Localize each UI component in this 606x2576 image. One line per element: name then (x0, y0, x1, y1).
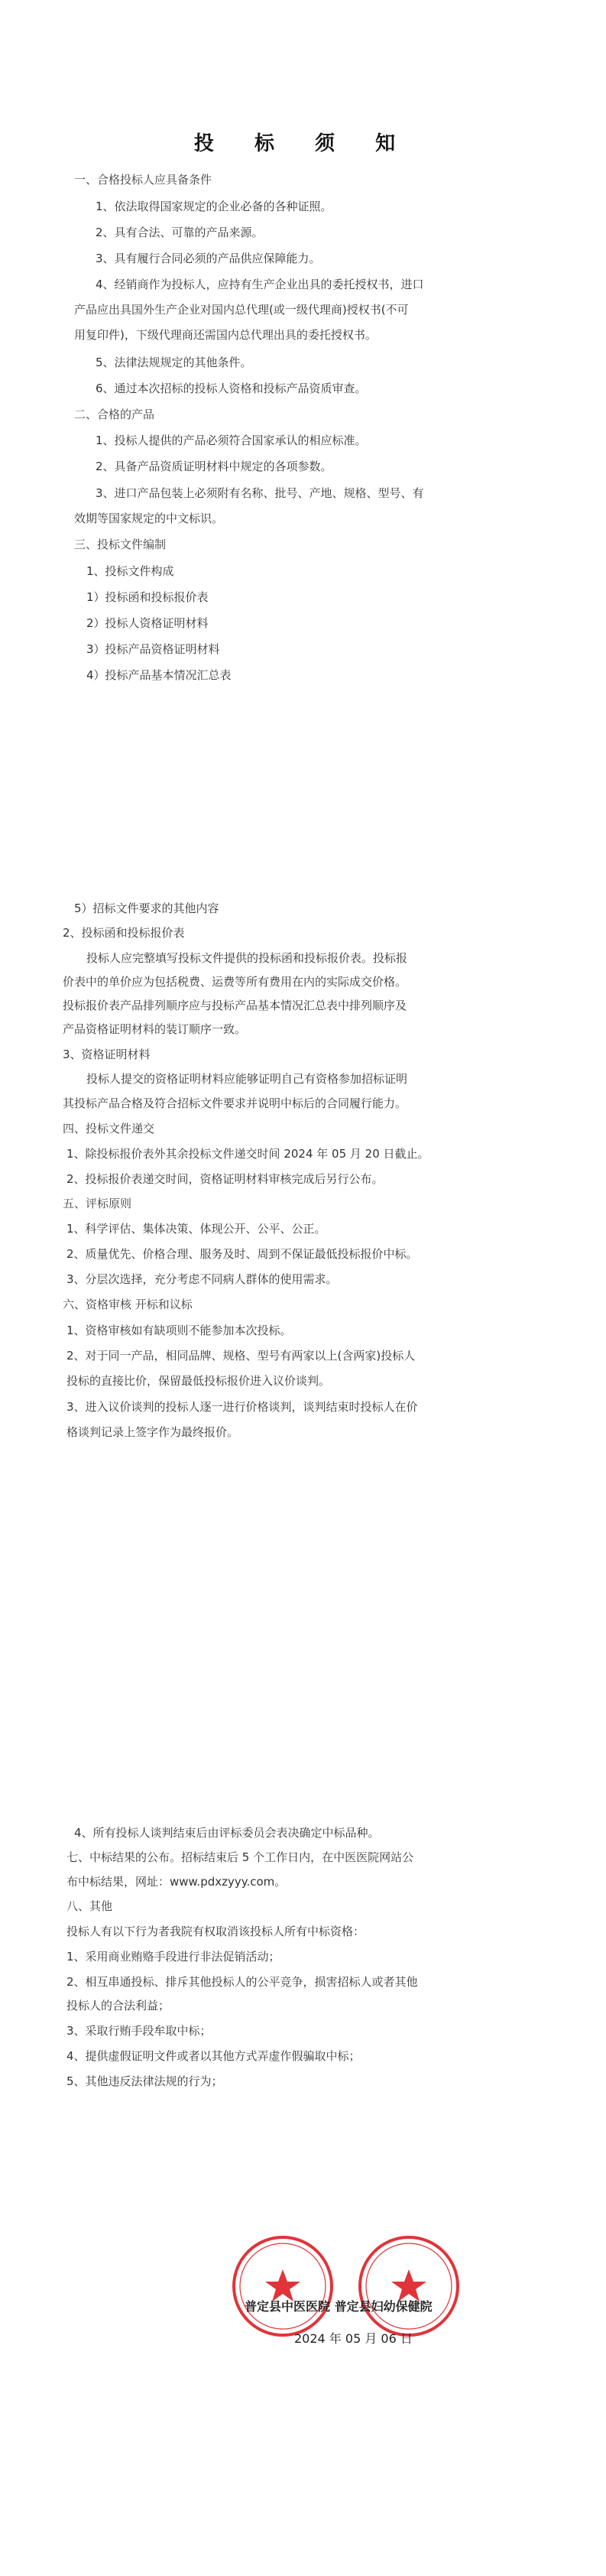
text-line: 3、具有履行合同必须的产品供应保障能力。 (96, 252, 321, 265)
text-line: 格谈判记录上签字作为最终报价。 (66, 1425, 239, 1439)
text-line: 3、进口产品包装上必须附有名称、批号、产地、规格、型号、有 (96, 486, 424, 500)
signature-block (229, 2233, 504, 2386)
section-heading-1: 一、合格投标人应具备条件 (74, 173, 212, 187)
section-heading-8: 八、其他 (66, 1899, 113, 1913)
text-line: 1）投标函和投标报价表 (86, 590, 209, 604)
text-line: 投标人应完整填写投标文件提供的投标函和投标报价表。投标报 (86, 951, 408, 965)
text-line: 投标人提交的资格证明材料应能够证明自己有资格参加招标证明 (86, 1072, 408, 1086)
text-line: 2）投标人资格证明材料 (86, 616, 209, 630)
text-line: 4、所有投标人谈判结束后由评标委员会表决确定中标品种。 (74, 1826, 380, 1840)
text-line: 用复印件)，下级代理商还需国内总代理出具的委托授权书。 (74, 328, 377, 342)
text-line: 产品应出具国外生产企业对国内总代理(或一级代理商)授权书(不可 (74, 303, 409, 317)
text-line: 1、资格审核如有缺项则不能参加本次投标。 (66, 1324, 292, 1337)
text-line: 3）投标产品资格证明材料 (86, 642, 220, 656)
section-heading-6: 六、资格审核 开标和议标 (63, 1298, 193, 1311)
text-line: 3、进入议价谈判的投标人逐一进行价格谈判，谈判结束时投标人在价 (66, 1400, 418, 1414)
text-line: 5、其他违反法律法规的行为； (66, 2074, 223, 2088)
text-line: 6、通过本次招标的投标人资格和投标产品资质审查。 (96, 382, 367, 395)
signatories: 普定县中医医院 普定县妇幼保健院 (245, 2299, 433, 2314)
text-line: 投标人的合法利益； (66, 1999, 170, 2012)
text-line: 4）投标产品基本情况汇总表 (86, 668, 232, 682)
text-line: 布中标结果，网址：www.pdxzyyy.com。 (66, 1875, 287, 1889)
text-line: 1、除投标报价表外其余投标文件递交时间 2024 年 05 月 20 日截止。 (66, 1147, 429, 1161)
text-line: 投标报价表产品排列顺序应与投标产品基本情况汇总表中排列顺序及 (63, 999, 407, 1012)
section-heading-4: 四、投标文件递交 (63, 1122, 155, 1135)
text-line: 2、具备产品资质证明材料中规定的各项参数。 (96, 460, 332, 473)
text-line: 产品资格证明材料的装订顺序一致。 (63, 1022, 247, 1036)
text-line: 2、相互串通投标、排斥其他投标人的公平竞争，损害招标人或者其他 (66, 1975, 418, 1989)
text-line: 5、法律法规规定的其他条件。 (96, 356, 252, 369)
text-line: 3、分层次选择，充分考虑不同病人群体的使用需求。 (66, 1272, 338, 1286)
text-line: 1、投标文件构成 (86, 564, 174, 578)
text-line: 2、对于同一产品，相同品牌、规格、型号有两家以上(含两家)投标人 (66, 1349, 416, 1363)
text-line: 2、投标报价表递交时间，资格证明材料审核完成后另行公布。 (66, 1172, 384, 1186)
text-line: 七、中标结果的公布。招标结束后 5 个工作日内，在中医医院网站公 (66, 1850, 414, 1864)
text-line: 4、经销商作为投标人，应持有生产企业出具的委托授权书，进口 (96, 278, 424, 291)
seal-hospital-icon (229, 2233, 336, 2340)
text-line: 1、投标人提供的产品必须符合国家承认的相应标准。 (96, 434, 367, 447)
text-line: 投标人有以下行为者我院有权取消该投标人所有中标资格： (66, 1925, 365, 1938)
text-line: 3、资格证明材料 (63, 1048, 151, 1061)
text-line: 价表中的单价应为包括税费、运费等所有费用在内的实际成交价格。 (63, 975, 407, 989)
section-heading-3: 三、投标文件编制 (74, 538, 167, 551)
section-heading-2: 二、合格的产品 (74, 408, 155, 421)
page-title: 投 标 须 知 (193, 132, 413, 155)
text-line: 效期等国家规定的中文标识。 (74, 512, 224, 525)
text-line: 2、投标函和投标报价表 (63, 926, 185, 940)
text-line: 其投标产品合格及符合招标文件要求并说明中标后的合同履行能力。 (63, 1096, 407, 1110)
text-line: 2、具有合法、可靠的产品来源。 (96, 226, 264, 239)
text-line: 3、采取行贿手段牟取中标； (66, 2024, 212, 2038)
signature-date: 2024 年 05 月 06 日 (294, 2331, 413, 2346)
seal-maternity-icon (355, 2233, 462, 2340)
text-line: 投标的直接比价，保留最低投标报价进入议价谈判。 (66, 1374, 331, 1388)
section-heading-5: 五、评标原则 (63, 1197, 132, 1210)
text-line: 1、科学评估、集体决策、体现公开、公平、公正。 (66, 1222, 326, 1236)
text-line: 4、提供虚假证明文件或者以其他方式弄虚作假骗取中标； (66, 2049, 361, 2063)
text-line: 1、采用商业贿赂手段进行非法促销活动； (66, 1950, 280, 1964)
text-line: 1、依法取得国家规定的企业必备的各种证照。 (96, 200, 332, 213)
text-line: 2、质量优先、价格合理、服务及时、周到不保证最低投标报价中标。 (66, 1247, 418, 1261)
text-line: 5）招标文件要求的其他内容 (74, 901, 219, 915)
